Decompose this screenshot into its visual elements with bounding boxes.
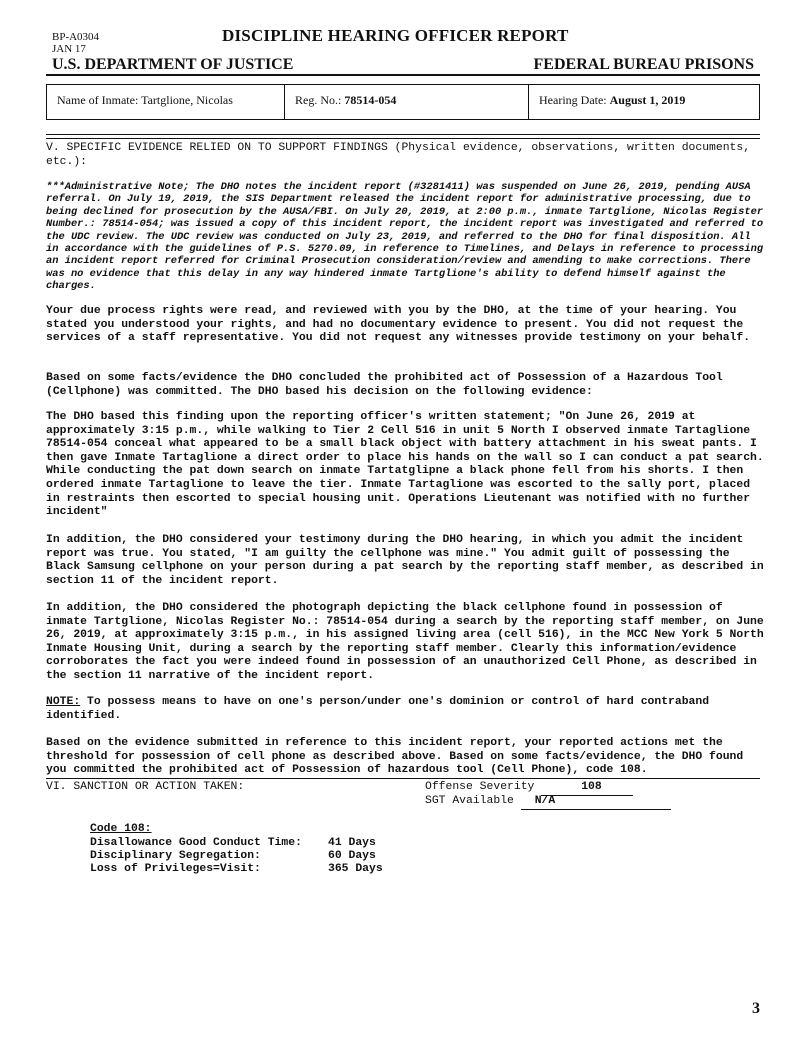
inmate-name-cell	[47, 85, 285, 119]
sanction-label: Loss of Privileges=Visit:	[90, 863, 261, 875]
code-label: Code 108:	[90, 823, 152, 835]
sanction-label: Disciplinary Segregation:	[90, 850, 261, 862]
section-v-rule-top	[46, 134, 760, 135]
due-process-paragraph: Your due process rights were read, and reviewed with you by the DHO, at the time of your hearing. You stated you understood your rights, and had no documentary evidence to present. You did not request the services of a staff representative. You did not request any witnesses provide testimony on your behalf.	[46, 305, 751, 345]
testimony-paragraph: In addition, the DHO considered your testimony during the DHO hearing, in which you admit the incident report was true. You stated, "I am guilty the cellphone was mine." You admit guilt of possessing the Black Samsung cellphone on your person during a pat search by the reporting staff member, as described in section 11 of the incident report.	[46, 534, 764, 587]
reg-no-label: Reg. No.:	[295, 93, 342, 107]
page-number: 3	[752, 1000, 760, 1017]
sgt-available-value: N/A	[521, 795, 671, 810]
reg-no-cell	[285, 85, 529, 119]
sanction-value: 60 Days	[328, 850, 376, 862]
sgt-available-label: SGT Available	[425, 795, 514, 807]
sanction-value: 365 Days	[328, 863, 383, 875]
sanction-row	[90, 850, 261, 862]
inmate-name-label: Name of Inmate:	[57, 93, 139, 107]
photograph-paragraph: In addition, the DHO considered the photograph depicting the black cellphone found in possession of inmate Tartglione, Nicolas Register No.: 78514-054 during a search by the reporting staff member, on June 26, 2019, at approximately 3:15 p.m., in his assigned living area (cell 516), in the MCC New York 5 North Inmate Housing Unit, during a search by the reporting staff member. Clearly this information/evidence corroborates the fact you were indeed found in possession of an unauthorized Cell Phone, as described in the section 11 narrative of the incident report.	[46, 602, 764, 682]
offense-severity-row	[425, 781, 633, 796]
section-vi-rule	[46, 778, 760, 779]
sanction-row	[90, 863, 261, 875]
sanction-value: 41 Days	[328, 837, 376, 849]
offense-severity-value: 108	[541, 781, 633, 796]
note-paragraph	[46, 696, 764, 723]
form-date: JAN 17	[52, 43, 86, 55]
hearing-date-value: August 1, 2019	[609, 93, 686, 107]
hearing-date-cell	[529, 85, 759, 119]
sgt-available-row	[425, 795, 671, 810]
inmate-name-value: Tartglione, Nicolas	[141, 93, 233, 107]
officer-statement-paragraph: The DHO based this finding upon the reporting officer's written statement; "On June 26, 2019 at approximately 3:15 p.m., while walking to Tier 2 Cell 516 in unit 5 North I observed inmate Tartaglione 78514-054 conceal what appeared to be a small black object with battery attachment in his sweat pants. I then gave Inmate Tartaglione a direct order to place his hands on the wall so I can conduct a pat search. While conducting the pat down search on inmate Tartatglipne a black phone fell from his shorts. I then ordered inmate Tartaglione to leave the tier. Inmate Tartaglione was escorted to the sally port, placed in restraints then escorted to special housing unit. Operations Lieutenant was notified with no further incident"	[46, 411, 764, 519]
note-text: To possess means to have on one's person/under one's dominion or control of hard contraband identified.	[46, 696, 710, 722]
sanction-label: Disallowance Good Conduct Time:	[90, 837, 302, 849]
form-code: BP-A0304	[52, 31, 100, 43]
department-name: U.S. DEPARTMENT OF JUSTICE	[52, 56, 294, 73]
sanction-row	[90, 837, 302, 849]
header-rule	[46, 74, 760, 76]
final-finding-paragraph: Based on the evidence submitted in reference to this incident report, your reported actions met the threshold for possession of cell phone as described above. Based on some facts/evidence, the DHO found you committed the prohibited act of Possession of hazardous tool (Cell Phone), code 108.	[46, 737, 744, 777]
conclusion-paragraph: Based on some facts/evidence the DHO concluded the prohibited act of Possession of a Hazardous Tool (Cellphone) was committed. The DHO based his decision on the following evidence:	[46, 372, 723, 398]
section-vi-heading: VI. SANCTION OR ACTION TAKEN:	[46, 781, 245, 793]
offense-severity-label: Offense Severity	[425, 781, 535, 793]
hearing-date-label: Hearing Date:	[539, 93, 607, 107]
inmate-info-table	[46, 84, 760, 120]
section-v-heading: V. SPECIFIC EVIDENCE RELIED ON TO SUPPORT FINDINGS (Physical evidence, observations, written documents, etc.):	[46, 142, 751, 168]
reg-no-value: 78514-054	[344, 93, 397, 107]
section-v-rule-bottom	[46, 138, 760, 139]
page-title: DISCIPLINE HEARING OFFICER REPORT	[222, 26, 569, 45]
note-label: NOTE:	[46, 696, 81, 708]
administrative-note: ***Administrative Note; The DHO notes the incident report (#3281411) was suspended on June 26, 2019, pending AUSA referral. On July 19, 2019, the SIS Department released the incident report for administrative processing, due to being declined for prosecution by the AUSA/FBI. On July 20, 2019, at 2:00 p.m., inmate Tartglione, Nicolas Register Number.: 78514-054; was issued a copy of this incident report, the incident report was investigated and referred to the UDC review. The UDC review was conducted on July 23, 2019, and referred to the DHO for final disposition. All in accordance with the guidelines of P.S. 5270.09, in reference to Timelines, and Delays in reference to processing an incident report referred for Criminal Prosecution consideration/review and amending to make corrections. There was no evidence that this delay in any way hindered inmate Tartglione's ability to defend himself against the charges.	[46, 181, 764, 293]
bureau-name: FEDERAL BUREAU PRISONS	[533, 56, 754, 73]
